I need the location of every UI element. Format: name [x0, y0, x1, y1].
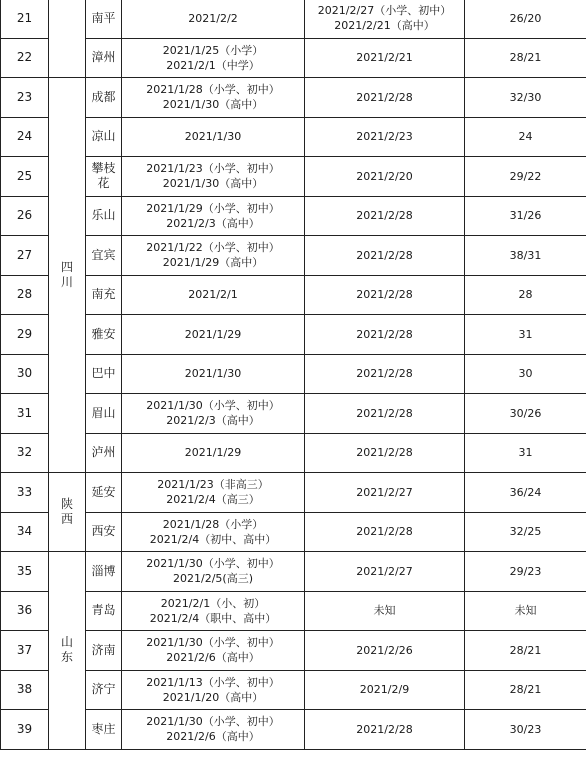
- school-start-cell: [305, 157, 465, 197]
- province-cell: 四 川: [49, 78, 86, 473]
- school-start-cell-line: 未知: [373, 604, 396, 618]
- school-start-cell-line: 2021/2/28: [356, 525, 413, 539]
- holiday-start-cell: [122, 670, 305, 710]
- holiday-days-cell: 36/24: [465, 473, 586, 513]
- city-cell-line: 延安: [91, 484, 116, 499]
- school-start-cell-line: 2021/2/26: [356, 643, 413, 657]
- table-row: [1, 78, 586, 118]
- city-cell-line: 济宁: [91, 682, 116, 697]
- city-cell: [86, 275, 122, 315]
- school-start-cell: [305, 631, 465, 671]
- holiday-start-cell: [122, 275, 305, 315]
- city-cell: [86, 512, 122, 552]
- holiday-start-cell-line: 2021/1/30（小学、初中）: [146, 636, 280, 650]
- holiday-start-cell-line: 2021/1/28（小学、初中）: [146, 83, 280, 97]
- school-start-cell-line: 2021/2/28: [356, 288, 413, 302]
- table-row: [1, 394, 586, 434]
- city-cell-line: 乐山: [91, 208, 116, 223]
- city-cell: [86, 631, 122, 671]
- holiday-days-cell: 30/23: [465, 710, 586, 750]
- table-row: [1, 552, 586, 592]
- school-start-cell-line: 2021/2/20: [356, 169, 413, 183]
- holiday-days-cell: 32/30: [465, 78, 586, 118]
- table-row: [1, 433, 586, 473]
- city-cell: [86, 354, 122, 394]
- city-cell: [86, 552, 122, 592]
- holiday-days-cell: 38/31: [465, 236, 586, 276]
- holiday-start-cell-line: 2021/2/4（初中、高中）: [149, 532, 277, 546]
- row-number: 25: [1, 157, 49, 197]
- holiday-start-cell-line: 2021/2/3（高中）: [166, 414, 260, 428]
- city-cell: [86, 157, 122, 197]
- holiday-start-cell: [122, 394, 305, 434]
- holiday-start-cell-line: 2021/1/13（小学、初中）: [146, 675, 280, 689]
- school-start-cell: [305, 315, 465, 355]
- city-cell-line: 南平: [91, 10, 116, 25]
- holiday-start-cell-line: 2021/1/29: [184, 327, 242, 341]
- city-cell: [86, 38, 122, 78]
- table-row: [1, 512, 586, 552]
- city-cell-line: 宜宾: [91, 247, 116, 262]
- holiday-start-cell-line: 2021/1/23（非高三）: [157, 478, 269, 492]
- holiday-start-cell: [122, 354, 305, 394]
- city-cell-line: 巴中: [91, 366, 116, 381]
- holiday-start-cell-line: 2021/2/5(高三): [173, 572, 253, 586]
- holiday-start-cell-line: 2021/2/4（职中、高中）: [149, 611, 277, 625]
- holiday-days-cell: 31: [465, 433, 586, 473]
- table-row: [1, 117, 586, 157]
- holiday-days-cell: 31: [465, 315, 586, 355]
- city-cell: [86, 710, 122, 750]
- holiday-start-cell: [122, 117, 305, 157]
- school-start-cell-line: 2021/2/21: [356, 51, 413, 65]
- table-row: [1, 236, 586, 276]
- city-cell-line: 西安: [91, 524, 116, 539]
- city-cell-line: 眉山: [91, 405, 116, 420]
- school-start-cell: [305, 670, 465, 710]
- holiday-start-cell-line: 2021/2/1: [188, 288, 238, 302]
- city-cell: [86, 117, 122, 157]
- table-row: [1, 315, 586, 355]
- city-cell-line: 凉山: [91, 129, 116, 144]
- holiday-days-cell: 28/21: [465, 38, 586, 78]
- row-number: 39: [1, 710, 49, 750]
- holiday-start-cell: [122, 512, 305, 552]
- city-cell: [86, 433, 122, 473]
- city-cell: [86, 78, 122, 118]
- school-start-cell-line: 2021/2/27: [356, 564, 413, 578]
- city-cell-line: 攀枝: [91, 161, 116, 176]
- province-cell: 陕 西: [49, 473, 86, 552]
- school-start-cell-line: 2021/2/28: [356, 367, 413, 381]
- holiday-start-cell-line: 2021/1/30（高中）: [162, 177, 264, 191]
- city-cell-line: 泸州: [91, 445, 116, 460]
- city-cell: [86, 315, 122, 355]
- holiday-start-cell: [122, 236, 305, 276]
- holiday-start-cell-line: 2021/2/2: [188, 11, 238, 25]
- holiday-start-cell-line: 2021/1/30（高中）: [162, 98, 264, 112]
- school-start-cell-line: 2021/2/28: [356, 90, 413, 104]
- school-start-cell-line: 2021/2/21（高中）: [334, 19, 435, 33]
- city-cell-line: 青岛: [91, 603, 116, 618]
- school-start-cell-line: 2021/2/9: [359, 683, 410, 697]
- table-row: [1, 38, 586, 78]
- holiday-start-cell: [122, 473, 305, 513]
- holiday-start-cell-line: 2021/1/30（小学、初中）: [146, 399, 280, 413]
- holiday-start-cell-line: 2021/2/6（高中）: [166, 651, 260, 665]
- holiday-start-cell-line: 2021/1/22（小学、初中）: [146, 241, 280, 255]
- holiday-start-cell: [122, 196, 305, 236]
- city-cell-line: 南充: [91, 287, 116, 302]
- row-number: 26: [1, 196, 49, 236]
- row-number: 32: [1, 433, 49, 473]
- holiday-days-cell: 30: [465, 354, 586, 394]
- school-start-cell-line: 2021/2/28: [356, 248, 413, 262]
- row-number: 24: [1, 117, 49, 157]
- row-number: 34: [1, 512, 49, 552]
- row-number: 23: [1, 78, 49, 118]
- city-cell: [86, 591, 122, 631]
- row-number: 21: [1, 0, 49, 38]
- holiday-start-cell-line: 2021/2/3（高中）: [166, 216, 260, 230]
- school-start-cell-line: 2021/2/28: [356, 209, 413, 223]
- row-number: 31: [1, 394, 49, 434]
- holiday-days-cell: 28/21: [465, 670, 586, 710]
- holiday-start-cell: [122, 631, 305, 671]
- holiday-days-cell: 28/21: [465, 631, 586, 671]
- school-start-cell-line: 2021/2/28: [356, 327, 413, 341]
- school-start-cell: [305, 78, 465, 118]
- school-start-cell: [305, 394, 465, 434]
- school-start-cell: [305, 354, 465, 394]
- row-number: 30: [1, 354, 49, 394]
- holiday-start-cell: [122, 433, 305, 473]
- city-cell: [86, 236, 122, 276]
- school-start-cell: [305, 591, 465, 631]
- holiday-days-cell: 30/26: [465, 394, 586, 434]
- row-number: 29: [1, 315, 49, 355]
- city-cell-line: 淄博: [91, 563, 116, 578]
- table-row: [1, 0, 586, 38]
- table-row: [1, 670, 586, 710]
- row-number: 22: [1, 38, 49, 78]
- holiday-start-cell-line: 2021/2/6（高中）: [166, 730, 260, 744]
- holiday-start-cell-line: 2021/2/1（中学）: [166, 58, 260, 72]
- holiday-start-cell-line: 2021/1/29: [184, 446, 242, 460]
- city-cell-line: 漳州: [91, 50, 116, 65]
- row-number: 33: [1, 473, 49, 513]
- row-number: 36: [1, 591, 49, 631]
- holiday-start-cell-line: 2021/1/29（小学、初中）: [146, 201, 280, 215]
- holiday-start-cell: [122, 0, 305, 38]
- row-number: 38: [1, 670, 49, 710]
- holiday-days-cell: 29/22: [465, 157, 586, 197]
- holiday-start-cell-line: 2021/1/23（小学、初中）: [146, 162, 280, 176]
- city-cell: [86, 670, 122, 710]
- table-body: [1, 0, 586, 749]
- row-number: 28: [1, 275, 49, 315]
- holiday-start-cell-line: 2021/1/28（小学）: [162, 517, 264, 531]
- table-row: [1, 354, 586, 394]
- city-cell-line: 雅安: [91, 326, 116, 341]
- holiday-days-cell: 28: [465, 275, 586, 315]
- row-number: 37: [1, 631, 49, 671]
- table-row: [1, 196, 586, 236]
- school-start-cell-line: 2021/2/28: [356, 446, 413, 460]
- province-cell: [49, 0, 86, 78]
- table-row: [1, 473, 586, 513]
- holiday-start-cell: [122, 552, 305, 592]
- school-start-cell: [305, 275, 465, 315]
- holiday-start-cell: [122, 710, 305, 750]
- row-number: 35: [1, 552, 49, 592]
- holiday-days-cell: 31/26: [465, 196, 586, 236]
- city-cell: [86, 0, 122, 38]
- holiday-start-cell: [122, 315, 305, 355]
- holiday-days-cell: 未知: [465, 591, 586, 631]
- holiday-start-cell: [122, 38, 305, 78]
- school-start-cell: [305, 512, 465, 552]
- holiday-start-cell-line: 2021/1/30: [184, 367, 242, 381]
- city-cell: [86, 196, 122, 236]
- school-start-cell-line: 2021/2/27（小学、初中）: [317, 4, 452, 18]
- table-row: [1, 275, 586, 315]
- city-cell-line: 花: [97, 176, 110, 191]
- school-start-cell: [305, 473, 465, 513]
- school-start-cell-line: 2021/2/28: [356, 722, 413, 736]
- school-start-cell: [305, 38, 465, 78]
- holiday-days-cell: 32/25: [465, 512, 586, 552]
- province-cell: 山 东: [49, 552, 86, 750]
- school-start-cell: [305, 236, 465, 276]
- holiday-days-cell: 26/20: [465, 0, 586, 38]
- holiday-start-cell-line: 2021/2/4（高三）: [166, 493, 260, 507]
- holiday-start-cell-line: 2021/1/30（小学、初中）: [146, 557, 280, 571]
- table-row: [1, 591, 586, 631]
- holiday-start-cell-line: 2021/1/25（小学）: [162, 43, 264, 57]
- table-row: [1, 631, 586, 671]
- row-number: 27: [1, 236, 49, 276]
- school-start-cell: [305, 117, 465, 157]
- school-start-cell-line: 2021/2/28: [356, 406, 413, 420]
- school-start-cell: [305, 433, 465, 473]
- city-cell-line: 成都: [91, 89, 116, 104]
- city-cell-line: 枣庄: [91, 721, 116, 736]
- table-row: [1, 710, 586, 750]
- school-start-cell-line: 2021/2/23: [356, 130, 413, 144]
- school-start-cell: [305, 196, 465, 236]
- city-cell: [86, 394, 122, 434]
- holiday-start-cell: [122, 591, 305, 631]
- school-start-cell: [305, 0, 465, 38]
- holiday-start-cell: [122, 78, 305, 118]
- holiday-days-cell: 24: [465, 117, 586, 157]
- holiday-start-cell-line: 2021/1/30: [184, 130, 242, 144]
- city-cell-line: 济南: [91, 642, 116, 657]
- city-cell: [86, 473, 122, 513]
- holiday-start-cell-line: 2021/2/1（小、初）: [160, 596, 266, 610]
- school-start-cell-line: 2021/2/27: [356, 485, 413, 499]
- holiday-start-cell: [122, 157, 305, 197]
- holiday-start-cell-line: 2021/1/30（小学、初中）: [146, 715, 280, 729]
- holiday-start-cell-line: 2021/1/29（高中）: [162, 256, 264, 270]
- holiday-start-cell-line: 2021/1/20（高中）: [162, 690, 264, 704]
- table-row: [1, 157, 586, 197]
- school-start-cell: [305, 552, 465, 592]
- holiday-days-cell: 29/23: [465, 552, 586, 592]
- school-start-cell: [305, 710, 465, 750]
